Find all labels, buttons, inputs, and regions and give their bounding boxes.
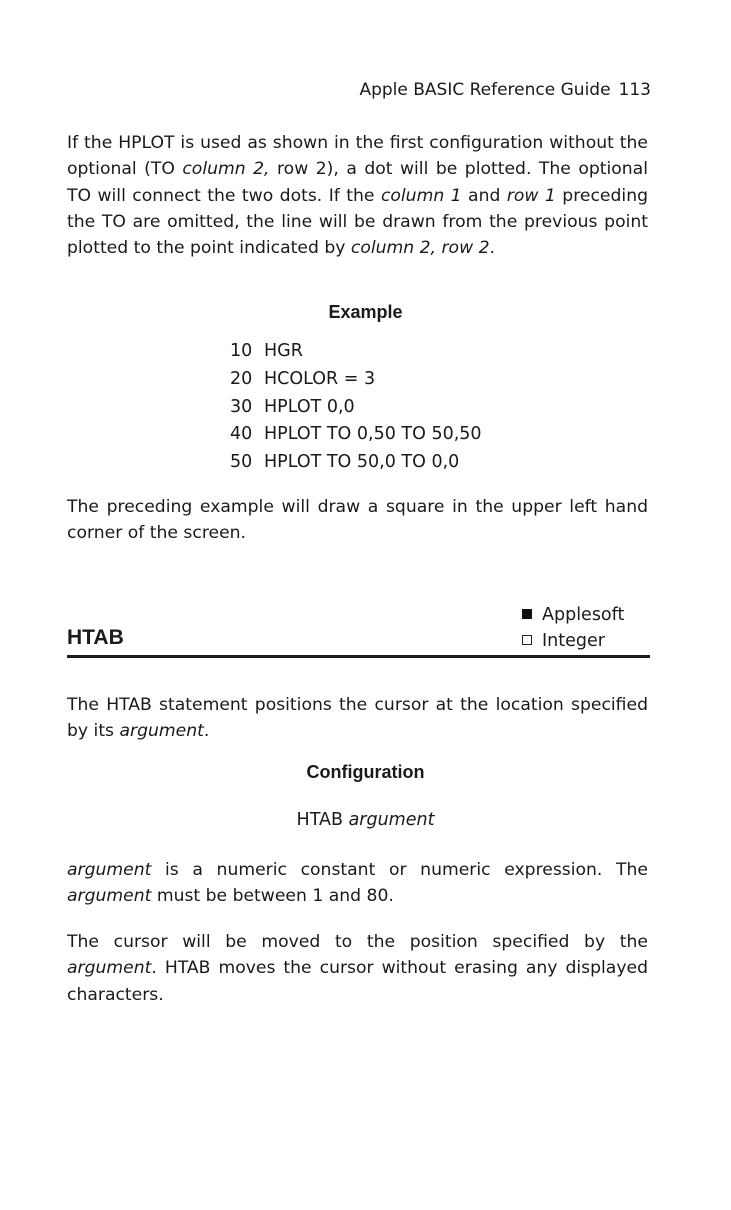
configuration-syntax [0, 810, 731, 830]
section-rule [67, 655, 650, 658]
italic-text: argument [67, 860, 152, 880]
example-heading: Example [328, 302, 403, 322]
text-segment: . [203, 721, 210, 742]
italic-text: argument [348, 810, 435, 830]
line-number: 10 [230, 341, 253, 361]
text-segment: row 2), a dot will be plotted. The optional TO will connect the two dots. If the [67, 159, 648, 206]
italic-text: argument [119, 721, 204, 742]
line-number: 50 [230, 452, 253, 473]
language-label: Applesoft [542, 605, 625, 625]
section-title: HTAB [67, 626, 124, 649]
text-segment: The HTAB statement positions the cursor at the location specified by its [67, 695, 648, 742]
filled-square-icon [522, 609, 532, 619]
text-segment: preceding the TO are omitted, the line will be drawn from the previous point plotted to the point indicated by [67, 185, 648, 259]
configuration-heading: Configuration [306, 762, 425, 782]
argument-paragraph [67, 857, 648, 910]
italic-text: row 1 [506, 185, 556, 206]
code-text: HPLOT 0,0 [264, 396, 355, 417]
text-segment: If the HPLOT is used as shown in the first configuration without the optional (TO [67, 133, 648, 180]
language-applesoft [522, 602, 624, 628]
text-segment: . HTAB moves the cursor without erasing any displayed characters. [67, 958, 648, 1005]
code-line [230, 394, 482, 422]
cursor-paragraph [67, 929, 648, 1008]
line-number: 20 [230, 368, 253, 389]
example-code [230, 338, 482, 477]
language-list [522, 602, 624, 654]
italic-text: column 2, [182, 159, 270, 180]
htab-intro-paragraph [67, 692, 648, 745]
code-text: HPLOT TO 50,0 TO 0,0 [264, 452, 460, 473]
text-segment: HTAB [296, 810, 349, 830]
text-segment: The cursor will be moved to the position specified by the [67, 932, 648, 952]
running-title: Apple BASIC Reference Guide [359, 80, 611, 100]
text-segment: is a numeric constant or numeric expression. The [151, 860, 648, 880]
page-number: 113 [618, 80, 651, 100]
example-description: The preceding example will draw a square in the upper left hand corner of the screen. [67, 497, 648, 544]
text-segment: . [489, 238, 495, 259]
text-segment: and [461, 185, 507, 206]
line-number: 40 [230, 424, 253, 445]
italic-text: column 2, row 2 [350, 238, 490, 259]
code-text: HGR [264, 341, 303, 361]
code-line [230, 366, 482, 394]
italic-text: column 1 [380, 185, 462, 206]
language-label: Integer [542, 631, 605, 651]
italic-text: argument [67, 886, 152, 907]
code-line [230, 338, 482, 366]
code-line [230, 449, 482, 477]
code-text: HCOLOR = 3 [264, 368, 376, 389]
text-segment: must be between 1 and 80. [151, 886, 394, 907]
empty-square-icon [522, 635, 532, 645]
language-integer [522, 628, 624, 654]
page-header [359, 80, 651, 100]
italic-text: argument [67, 958, 152, 979]
line-number: 30 [230, 396, 253, 417]
code-text: HPLOT TO 0,50 TO 50,50 [264, 424, 482, 445]
code-line [230, 421, 482, 449]
intro-paragraph [67, 130, 648, 261]
